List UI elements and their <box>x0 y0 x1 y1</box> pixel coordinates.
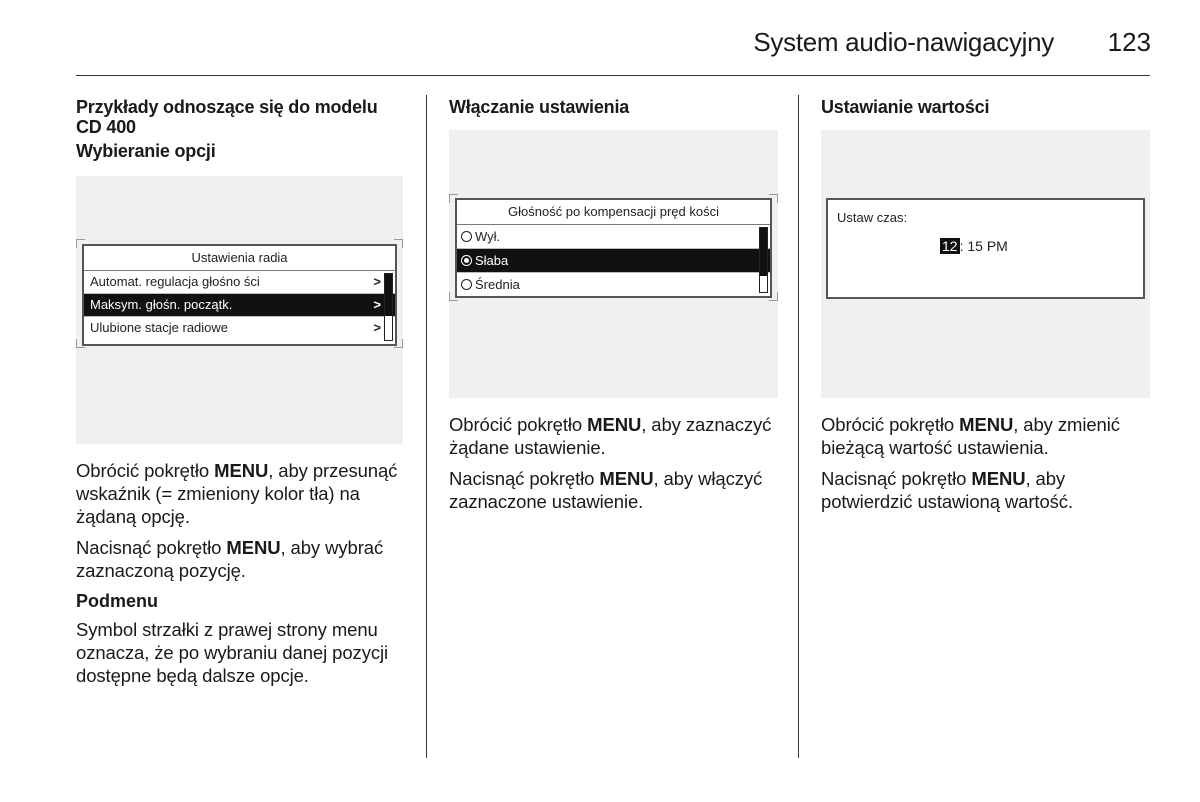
volume-compensation-screen <box>455 198 772 298</box>
section-heading-enable: Włączanie ustawienia <box>449 97 630 117</box>
menu-key-label: MENU <box>214 460 269 481</box>
section-heading-options: Wybieranie opcji <box>76 141 216 161</box>
menu-key-label: MENU <box>226 537 281 558</box>
menu-item-label: Maksym. głośn. początk. <box>90 297 233 312</box>
paragraph-press-knob: Nacisnąć pokrętło MENU, aby włączyć zaznaczone ustawienie. <box>449 468 763 512</box>
chevron-right-icon: > <box>373 320 381 335</box>
column-3-text <box>821 413 1156 521</box>
column-1 <box>76 96 411 162</box>
radio-unchecked-icon <box>461 231 472 242</box>
menu-key-label: MENU <box>971 468 1026 489</box>
paragraph-turn-knob: Obrócić pokrętło MENU, aby przesunąć wskaźnik (= zmieniony kolor tła) na żądaną opcję. <box>76 460 398 527</box>
figure-volume-compensation <box>449 130 778 398</box>
menu-item-auto-volume[interactable] <box>84 271 395 294</box>
option-label: Wył. <box>475 229 501 244</box>
paragraph-turn-knob: Obrócić pokrętło MENU, aby zaznaczyć żądane ustawienie. <box>449 414 772 458</box>
menu-item-label: Automat. regulacja głośno ści <box>90 274 260 289</box>
scrollbar[interactable] <box>384 273 393 341</box>
page-header-title: System audio-nawigacyjny <box>753 27 1054 57</box>
column-1-text <box>76 459 411 695</box>
set-time-screen <box>826 198 1145 299</box>
column-2 <box>449 96 784 118</box>
section-heading-set-value: Ustawianie wartości <box>821 97 990 117</box>
set-time-label: Ustaw czas: <box>837 210 908 225</box>
column-2-text <box>449 413 784 521</box>
option-label: Średnia <box>475 277 520 292</box>
subheading-submenu: Podmenu <box>76 591 159 611</box>
scrollbar-thumb[interactable] <box>385 274 392 316</box>
option-label: Słaba <box>475 253 509 268</box>
screen-title: Ustawienia radia <box>84 246 395 271</box>
menu-item-label: Ulubione stacje radiowe <box>90 320 229 335</box>
screen-title: Głośność po kompensacji pręd kości <box>457 200 770 225</box>
figure-radio-settings <box>76 176 403 444</box>
section-heading-model: Przykłady odnoszące się do modelu <box>76 97 378 117</box>
radio-settings-screen <box>82 244 397 346</box>
chevron-right-icon: > <box>373 297 381 312</box>
option-low[interactable] <box>457 249 770 273</box>
paragraph-turn-knob: Obrócić pokrętło MENU, aby zmienić bieżącą wartość ustawienia. <box>821 414 1120 458</box>
radio-unchecked-icon <box>461 279 472 290</box>
menu-key-label: MENU <box>959 414 1014 435</box>
menu-item-max-volume[interactable] <box>84 294 395 317</box>
section-heading-model-cont: CD 400 <box>76 117 136 137</box>
paragraph-submenu: Symbol strzałki z prawej strony menu oznacza, że po wybraniu danej pozycji dostępne będą dalsze opcje. <box>76 619 389 686</box>
page-number: 123 <box>1107 27 1151 57</box>
time-minutes: : 15 PM <box>959 238 1008 254</box>
paragraph-press-knob: Nacisnąć pokrętło MENU, aby potwierdzić ustawioną wartość. <box>821 468 1073 512</box>
menu-key-label: MENU <box>587 414 642 435</box>
scrollbar-thumb[interactable] <box>760 228 767 276</box>
time-value <box>940 238 1008 254</box>
menu-key-label: MENU <box>599 468 654 489</box>
menu-item-favourite-stations[interactable] <box>84 317 395 339</box>
column-divider-2 <box>798 95 799 758</box>
header-divider <box>76 75 1150 76</box>
figure-set-time <box>821 130 1150 398</box>
option-off[interactable] <box>457 225 770 249</box>
column-divider-1 <box>426 95 427 758</box>
chevron-right-icon: > <box>373 274 381 289</box>
option-medium[interactable] <box>457 273 770 296</box>
radio-checked-icon <box>461 255 472 266</box>
time-hour-selected[interactable]: 12 <box>942 238 958 254</box>
paragraph-press-knob: Nacisnąć pokrętło MENU, aby wybrać zaznaczoną pozycję. <box>76 537 384 581</box>
column-3 <box>821 96 1156 118</box>
scrollbar[interactable] <box>759 227 768 293</box>
